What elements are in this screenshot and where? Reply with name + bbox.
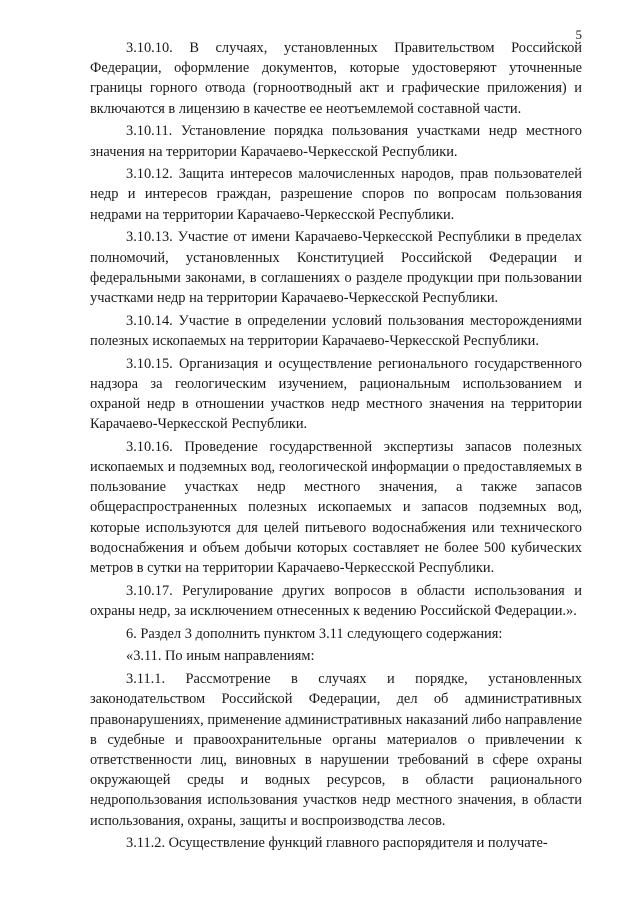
paragraph-3-10-12: 3.10.12. Защита интересов малочисленных народов, прав пользователей недр и интересов граждан, разрешение споров по вопросам пользования недрами на территории Карачаево-Черкесской Республики. [90,166,582,223]
paragraph-3-10-17: 3.10.17. Регулирование других вопросов в области использования и охраны недр, за исключением отнесенных к ведению Российской Федерации.». [90,582,582,619]
paragraph-item-6: 6. Раздел 3 дополнить пунктом 3.11 следующего содержания: [126,625,503,642]
page-number: 5 [575,27,582,42]
paragraph-3-11-1: 3.11.1. Рассмотрение в случаях и порядке, установленных законодательством Российской Федерации, дел об административных правонарушениях, применение административных наказаний либо направление в судебные и правоохранительные органы материалов о привлечении к ответственности лиц, виновных в нарушении требований в сфере охраны окружающей среды и водных ресурсов, в области рационального недропользования использования участков недр местного значения, в области использования, охраны, защиты и воспроизводства лесов. [90,671,583,829]
paragraph-3-10-14: 3.10.14. Участие в определении условий пользования месторождениями полезных ископаемых на территории Карачаево-Черкесской Республики. [90,312,582,349]
paragraph-3-10-11: 3.10.11. Установление порядка пользования участками недр местного значения на территории Карачаево-Черкесской Республики. [90,123,582,160]
paragraph-3-10-16: 3.10.16. Проведение государственной экспертизы запасов полезных ископаемых и подземных вод, геологической информации о предоставляемых в пользование участках недр местного значения, а также запасов общераспространенных полезных ископаемых и запасов подземных вод, которые используются для целей питьевого водоснабжения или технического водоснабжения и объем добычи которых составляет не более 500 кубических метров в сутки на территории Карачаево-Черкесской Республики. [90,438,582,577]
paragraph-3-10-13: 3.10.13. Участие от имени Карачаево-Черкесской Республики в пределах полномочий, установленных Конституцией Российской Федерации и федеральными законами, в соглашениях о разделе продукции при пользовании участками недр на территории Карачаево-Черкесской Республики. [90,229,582,306]
paragraph-3-11: «3.11. По иным направлениям: [126,648,315,665]
document-body [90,38,582,856]
paragraph-3-10-10: 3.10.10. В случаях, установленных Правительством Российской Федерации, оформление документов, которые удостоверяют уточненные границы горного отвода (горноотводный акт и графические приложения) и включаются в лицензию в качестве ее неотъемлемой составной части. [90,40,582,117]
paragraph-3-11-2: 3.11.2. Осуществление функций главного распорядителя и получате- [126,835,548,852]
paragraph-3-10-15: 3.10.15. Организация и осуществление регионального государственного надзора за геологическим изучением, рациональным использованием и охраной недр в отношении участков недр местного значения на территории Карачаево-Черкесской Республики. [90,355,582,433]
